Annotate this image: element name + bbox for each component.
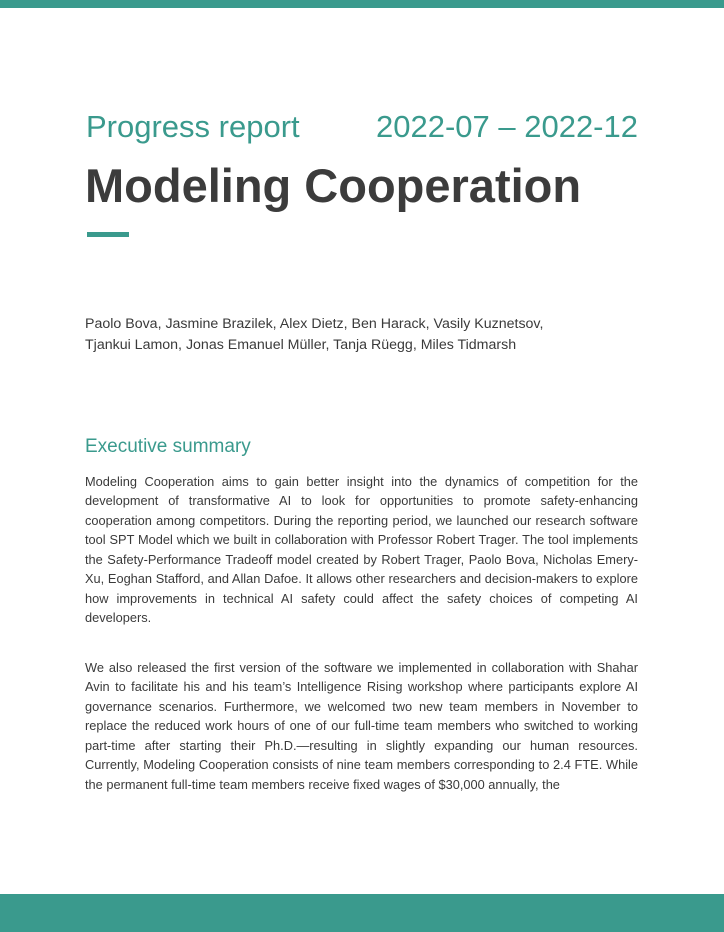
author-line: Paolo Bova, Jasmine Brazilek, Alex Dietz, Ben Harack, Vasily Kuznetsov, <box>85 316 544 332</box>
title-accent-line <box>87 232 129 237</box>
top-accent-bar <box>0 0 724 8</box>
author-list <box>85 314 605 356</box>
summary-paragraph: Modeling Cooperation aims to gain better insight into the dynamics of competition for the development of transformative AI to look for opportunities to promote safety-enhancing cooperation among competitors. During the reporting period, we launched our research software tool SPT Model which we built in collaboration with Professor Robert Trager. The tool implements the Safety-Performance Tradeoff model created by Robert Trager, Paolo Bova, Nicholas Emery-Xu, Eoghan Stafford, and Allan Dafoe. It allows other researchers and decision-makers to explore how improvements in technical AI safety could affect the safety choices of competing AI developers. <box>85 474 638 626</box>
report-label: Progress report <box>86 109 300 144</box>
summary-paragraph-1-container <box>85 472 638 628</box>
page-title: Modeling Cooperation <box>85 159 582 212</box>
bottom-accent-bar <box>0 894 724 932</box>
report-period: 2022-07 – 2022-12 <box>375 109 638 144</box>
author-line: Tjankui Lamon, Jonas Emanuel Müller, Tanja Rüegg, Miles Tidmarsh <box>85 337 517 353</box>
summary-paragraph-2-container <box>85 658 638 794</box>
summary-paragraph: We also released the first version of the software we implemented in collaboration with Shahar Avin to facilitate his and his team’s Intelligence Rising workshop where participants explore AI governance scenarios. Furthermore, we welcomed two new team members in November to replace the reduced work hours of one of our full-time team members who switched to working part-time after starting their Ph.D.—resulting in slightly expanding our human resources. Currently, Modeling Cooperation consists of nine team members corresponding to 2.4 FTE. While the permanent full-time team members receive fixed wages of $30,000 annually, the <box>85 660 638 792</box>
section-heading-executive-summary: Executive summary <box>85 436 251 457</box>
report-header <box>86 107 638 147</box>
